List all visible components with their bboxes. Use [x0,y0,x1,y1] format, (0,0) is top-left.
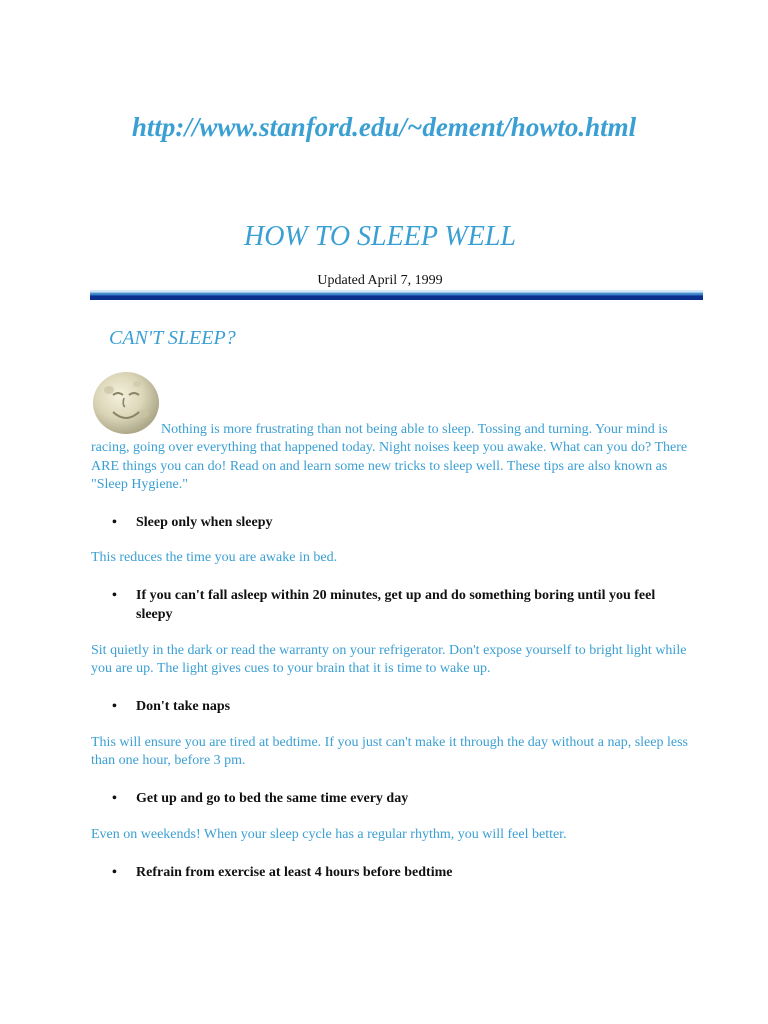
horizontal-rule [90,290,703,300]
tip-title: Sleep only when sleepy [136,515,273,530]
tip-title: Refrain from exercise at least 4 hours before bedtime [136,865,453,880]
tip-detail: This will ensure you are tired at bedtime. If you just can't make it through the day without a nap, sleep less than one hour, before 3 pm. [91,735,688,769]
tip-title: Don't take naps [136,699,231,714]
source-url[interactable]: http://www.stanford.edu/~dement/howto.html [131,112,637,142]
bullet-marker: • [112,515,117,530]
bullet-marker: • [112,699,117,714]
tip-detail: Sit quietly in the dark or read the warranty on your refrigerator. Don't expose yourself to bright light while you are up. The light gives cues to your brain that it is time to wake up. [91,643,687,677]
bullet-marker: • [112,791,117,806]
tip-detail: This reduces the time you are awake in bed. [91,550,338,565]
tip-title: Get up and go to bed the same time every day [136,791,409,806]
tip-title: If you can't fall asleep within 20 minutes, get up and do something boring until you feel sleepy [136,588,656,622]
section-heading: CAN'T SLEEP? [109,327,236,349]
updated-date: Updated April 7, 1999 [317,273,443,288]
page-title: HOW TO SLEEP WELL [243,221,516,252]
intro-paragraph: Nothing is more frustrating than not being able to sleep. Tossing and turning. Your mind is racing, going over everything that happened today. Night noises keep you awake. What can you do? There ARE things you can do! Read on and learn some new tricks to sleep well. These tips are also known as "Sleep Hygiene." [91,422,688,493]
tip-detail: Even on weekends! When your sleep cycle has a regular rhythm, you will feel better. [91,827,567,842]
bullet-marker: • [112,588,117,603]
bullet-marker: • [112,865,117,880]
